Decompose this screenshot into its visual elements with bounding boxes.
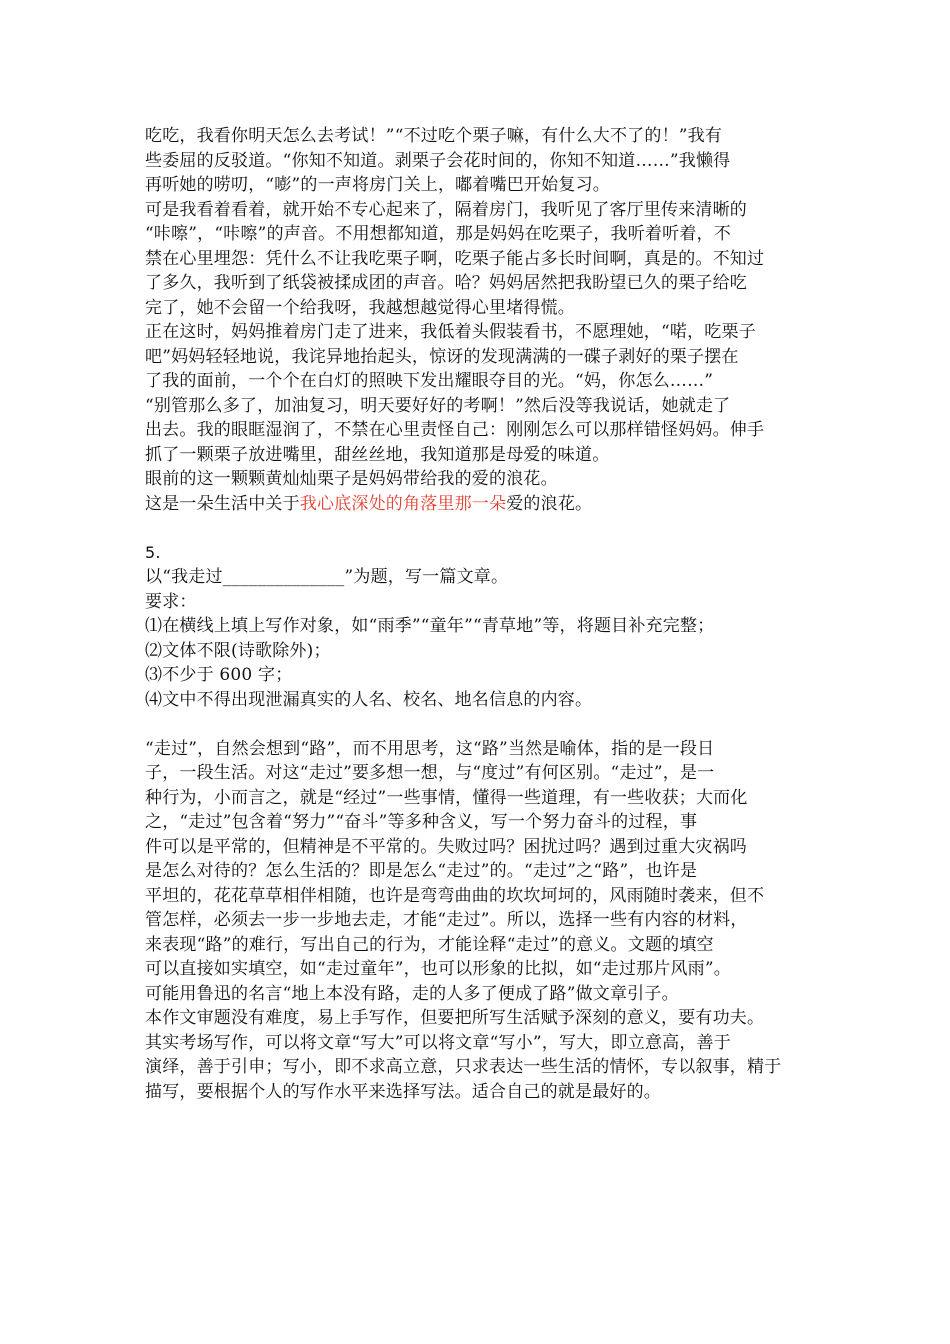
story-line: 吧”妈妈轻轻地说，我诧异地抬起头，惊讶的发现满满的一碟子剥好的栗子摆在	[145, 346, 739, 367]
requirement-item: ⑷文中不得出现泄漏真实的人名、校名、地名信息的内容。	[145, 689, 593, 710]
story-section	[145, 124, 815, 516]
spacer	[145, 516, 815, 541]
story-line: 眼前的这一颗颗黄灿灿栗子是妈妈带给我的爱的浪花。	[145, 469, 558, 489]
highlighted-phrase: 我心底深处的角落里那一朵	[299, 493, 507, 514]
story-line: 了我的面前，一个个在白灯的照映下发出耀眼夺目的光。“妈，你怎么……”	[145, 371, 714, 391]
story-line: “咔嚓”，“咔嚓”的声音。不用想都知道，那是妈妈在吃栗子，我听着听着，不	[145, 224, 731, 244]
question-prompt: 以“我走过______________”为题，写一篇文章。	[145, 567, 509, 587]
story-line: “别管那么多了，加油复习，明天要好好的考啊！”然后没等我说话，她就走了	[145, 395, 731, 416]
analysis-section	[145, 737, 815, 1105]
spacer	[145, 712, 815, 737]
requirements-label: 要求：	[145, 591, 197, 612]
analysis-line: 件可以是平常的，但精神是不平常的。失败过吗？困扰过吗？遇到过重大灾祸吗	[145, 836, 747, 857]
analysis-line: 来表现“路”的难行，写出自己的行为，才能诠释“走过”的意义。文题的填空	[145, 934, 714, 955]
story-line: 了多久，我听到了纸袋被揉成团的声音。哈？妈妈居然把我盼望已久的栗子给吃	[145, 273, 747, 293]
question-number: 5.	[145, 542, 161, 562]
analysis-line: 本作文审题没有难度，易上手写作，但要把所写生活赋予深刻的意义，要有功夫。	[145, 1008, 765, 1028]
analysis-line: 管怎样，必须去一步一步地去走，才能“走过”。所以，选择一些有内容的材料，	[145, 910, 748, 930]
analysis-line: 种行为，小而言之，就是“经过”一些事情，懂得一些道理，有一些收获；大而化	[145, 787, 748, 808]
story-line: 再听她的唠叨，“嘭”的一声将房门关上，嘟着嘴巴开始复习。	[145, 175, 610, 195]
analysis-line: 可以直接如实填空，如“走过童年”，也可以形象的比拟，如“走过那片风雨”。	[145, 959, 731, 979]
analysis-line: 其实考场写作，可以将文章“写大”可以将文章“写小”，写大，即立意高，善于	[145, 1032, 731, 1053]
analysis-line: 描写，要根据个人的写作水平来选择写法。适合自己的就是最好的。	[145, 1081, 661, 1102]
analysis-line: 平坦的，花花草草相伴相随，也许是弯弯曲曲的坎坎坷坷的，风雨随时袭来，但不	[145, 885, 765, 906]
story-last-line	[145, 492, 815, 517]
story-last-line-before: 这是一朵生活中关于	[145, 493, 300, 514]
analysis-line: “走过”，自然会想到“路”，而不用思考，这“路”当然是喻体，指的是一段日	[145, 738, 715, 759]
requirement-item: ⑴在横线上填上写作对象，如“雨季”“童年”“青草地”等，将题目补充完整；	[145, 616, 715, 636]
analysis-line: 演绎，善于引申；写小，即不求高立意，只求表达一些生活的情怀，专以叙事，精于	[145, 1057, 782, 1077]
requirement-item: ⑶不少于 600 字；	[145, 665, 293, 685]
story-line: 出去。我的眼眶湿润了，不禁在心里责怪自己：刚刚怎么可以那样错怪妈妈。伸手	[145, 420, 765, 440]
analysis-line: 子，一段生活。对这“走过”要多想一想，与“度过”有何区别。“走过”，是一	[145, 763, 715, 783]
analysis-line: 可能用鲁迅的名言“地上本没有路，走的人多了便成了路”做文章引子。	[145, 983, 679, 1004]
story-line: 抓了一颗栗子放进嘴里，甜丝丝地，我知道那是母爱的味道。	[145, 444, 610, 465]
analysis-line: 是怎么对待的？怎么生活的？即是怎么“走过”的。“走过”之“路”，也许是	[145, 861, 698, 881]
analysis-line: 之，“走过”包含着“努力”“奋斗”等多种含义，写一个努力奋斗的过程，事	[145, 812, 698, 832]
story-line: 些委屈的反驳道。“你知不知道。剥栗子会花时间的，你知不知道……”我懒得	[145, 150, 731, 171]
story-line: 完了，她不会留一个给我呀，我越想越觉得心里堵得慌。	[145, 297, 575, 318]
story-line: 正在这时，妈妈推着房门走了进来，我低着头假装看书，不愿理她，“喏，吃栗子	[145, 322, 756, 342]
requirement-item: ⑵文体不限(诗歌除外)；	[145, 640, 331, 661]
story-line: 吃吃，我看你明天怎么去考试！”“不过吃个栗子嘛，有什么大不了的！”我有	[145, 126, 723, 146]
story-line: 可是我看着看着，就开始不专心起来了，隔着房门，我听见了客厅里传来清晰的	[145, 199, 747, 220]
story-line: 禁在心里埋怨：凭什么不让我吃栗子啊，吃栗子能占多长时间啊，真是的。不知过	[145, 248, 765, 269]
story-last-line-after: 爱的浪花。	[506, 493, 593, 514]
document-page	[145, 124, 815, 1104]
question-section	[145, 541, 815, 713]
